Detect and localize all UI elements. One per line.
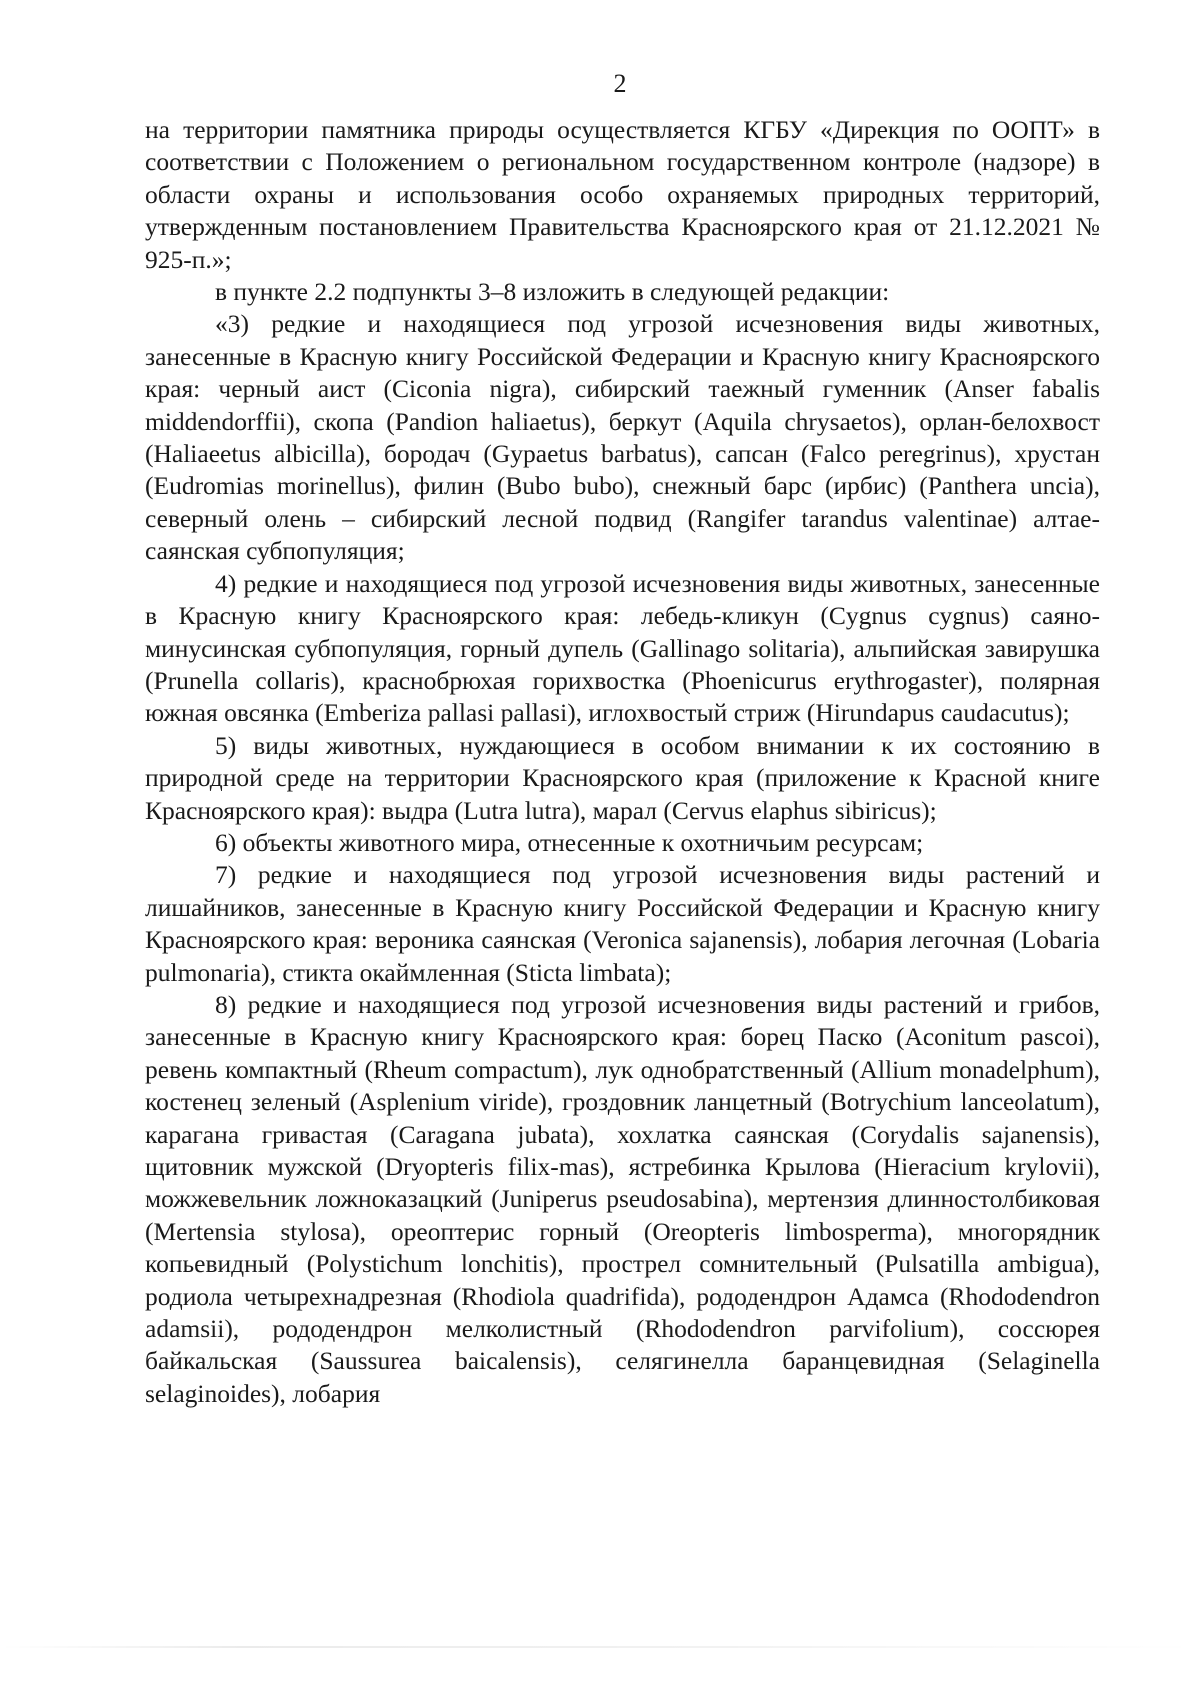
document-body bbox=[145, 114, 1100, 1410]
paragraph-item-4: 4) редкие и находящиеся под угрозой исчезновения виды животных, занесенные в Красную книгу Красноярского края: лебедь-кликун (Cygnus cygnus) саяно-минусинская субпопуляция, горный дупель (Gallinago solitaria), альпийская завирушка (Prunella collaris), краснобрюхая горихвостка (Phoenicurus erythrogaster), полярная южная овсянка (Emberiza pallasi pallasi), иглохвостый стриж (Hirundapus caudacutus); bbox=[145, 568, 1100, 728]
paragraph-instruction: в пункте 2.2 подпункты 3–8 изложить в следующей редакции: bbox=[215, 277, 890, 307]
paragraph-item-6: 6) объекты животного мира, отнесенные к охотничьим ресурсам; bbox=[215, 827, 924, 857]
paragraph-item-5: 5) виды животных, нуждающиеся в особом внимании к их состоянию в природной среде на территории Красноярского края (приложение к Красной книге Красноярского края): выдра (Lutra lutra), марал (Cervus elaphus sibiricus); bbox=[145, 730, 1100, 825]
paragraph-item-8: 8) редкие и находящиеся под угрозой исчезновения виды растений и грибов, занесенные в Красную книгу Красноярского края: борец Паско (Aconitum pascoi), ревень компактный (Rheum compactum), лук однобратственный (Allium monadelphum), костенец зеленый (Asplenium viride), гроздовник ланцетный (Botrychium lanceolatum), карагана гривастая (Caragana jubata), хохлатка саянская (Corydalis sajanensis), щитовник мужской (Dryopteris filix-mas), ястребинка Крылова (Hieracium krylovii), можжевельник ложноказацкий (Juniperus pseudosabina), мертензия длинностолбиковая (Mertensia stylosa), ореоптерис горный (Oreopteris limbosperma), многорядник копьевидный (Polystichum lonchitis), прострел сомнительный (Pulsatilla ambigua), родиола четырехнадрезная (Rhodiola quadrifida), рододендрон Адамса (Rhododendron adamsii), рододендрон мелколистный (Rhododendron parvifolium), соссюрея байкальская (Saussurea baicalensis), селягинелла баранцевидная (Selaginella selaginoides), лобария bbox=[145, 989, 1100, 1408]
page-number: 2 bbox=[613, 69, 627, 98]
paragraph-continuation: на территории памятника природы осуществляется КГБУ «Дирекция по ООПТ» в соответствии с Положением о региональном государственном контроле (надзоре) в области охраны и использования особо охраняемых природных территорий, утвержденным постановлением Правительства Красноярского края от 21.12.2021 № 925-п.»; bbox=[145, 115, 1100, 274]
paragraph-item-7: 7) редкие и находящиеся под угрозой исчезновения виды растений и лишайников, занесенные в Красную книгу Российской Федерации и Красную книгу Красноярского края: вероника саянская (Veronica sajanensis), лобария легочная (Lobaria pulmonaria), стикта окаймленная (Sticta limbata); bbox=[145, 860, 1100, 987]
scan-edge-line bbox=[0, 1646, 1200, 1648]
paragraph-item-3: «3) редкие и находящиеся под угрозой исчезновения виды животных, занесенные в Красную книгу Российской Федерации и Красную книгу Красноярского края: черный аист (Ciconia nigra), сибирский таежный гуменник (Anser fabalis middendorffii), скопа (Pandion haliaetus), беркут (Aquila chrysaetos), орлан-белохвост (Haliaeetus albicilla), бородач (Gypaetus barbatus), сапсан (Falco peregrinus), хрустан (Eudromias morinellus), филин (Bubo bubo), снежный барс (ирбис) (Panthera uncia), северный олень – сибирский лесной подвид (Rangifer tarandus valentinae) алтае-саянская субпопуляция; bbox=[145, 309, 1100, 566]
